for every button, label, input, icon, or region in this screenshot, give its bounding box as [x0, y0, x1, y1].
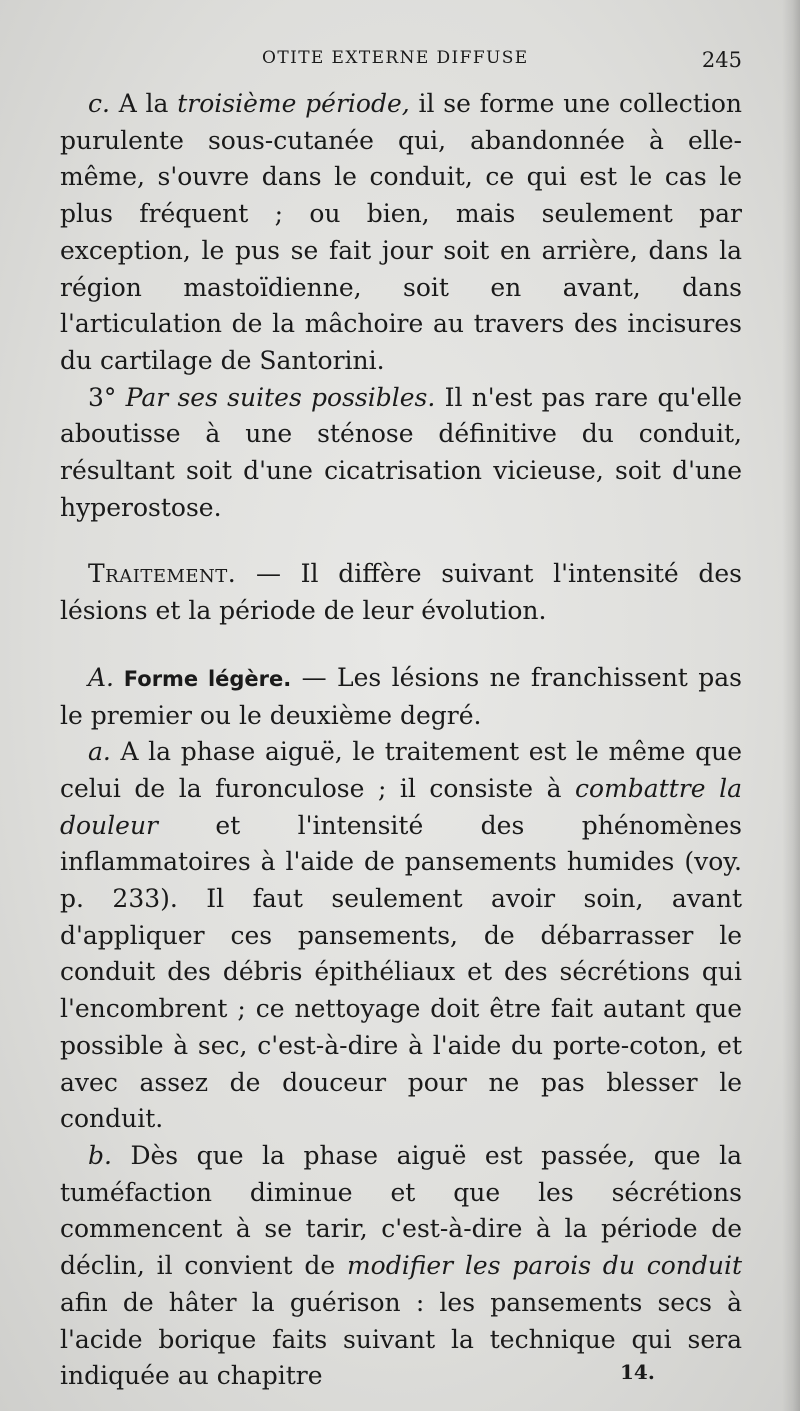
running-head: [62, 46, 742, 76]
running-title: OTITE EXTERNE DIFFUSE: [262, 48, 529, 68]
paragraph-third-period: c. A la troisième période, il se forme une collection purulente sous-cutanée qui, abandonnée à elle-même, s'ouvre dans le conduit, ce qui est le cas le plus fréquent ; ou bien, mais seulement par exception, le pus se fait jour soit en arrière, dans la région mastoïdienne, soit en avant, dans l'articulation de la mâchoire au travers des incisures du cartilage de Santorini.: [60, 89, 742, 375]
subheading-forme-legere: Forme légère.: [114, 666, 292, 691]
page-edge-shadow: [782, 0, 800, 1411]
page-number: 245: [701, 48, 742, 72]
paragraph-forme-legere: A. Forme légère. — Les lésions ne franchissent pas le premier ou le deuxième degré.: [60, 662, 742, 730]
paragraph-decline-phase: b. Dès que la phase aiguë est passée, que la tuméfaction diminue et que les sécrétions commencent à se tarir, c'est-à-dire à la période de déclin, il convient de modifier les parois du conduit afin de hâter la guérison : les pansements secs à l'acide borique faits suivant la technique qui sera indiquée au chapitre: [60, 1140, 742, 1391]
paragraph-treatment: Traitement. — Il diffère suivant l'intensité des lésions et la période de leur évolution.: [60, 559, 742, 626]
body-text: [60, 86, 742, 1395]
paragraph-possible-sequelae: 3° Par ses suites possibles. Il n'est pas rare qu'elle aboutisse à une sténose définitive du conduit, résultant soit d'une cicatrisation vicieuse, soit d'une hyperostose.: [60, 382, 743, 522]
signature-mark: 14.: [620, 1360, 655, 1384]
section-heading-traitement: Traitement.: [88, 559, 237, 589]
paragraph-acute-phase: a. A la phase aiguë, le traitement est le même que celui de la furonculose ; il consiste à combattre la douleur et l'intensité des phénomènes inflammatoires à l'aide de pansements humides (voy. p. 233). Il faut seulement avoir soin, avant d'appliquer ces pansements, de débarrasser le conduit des débris épithéliaux et des sécrétions qui l'encombrent ; ce nettoyage doit être fait autant que possible à sec, c'est-à-dire à l'aide du porte-coton, et avec assez de douceur pour ne pas blesser le conduit.: [60, 737, 742, 1134]
